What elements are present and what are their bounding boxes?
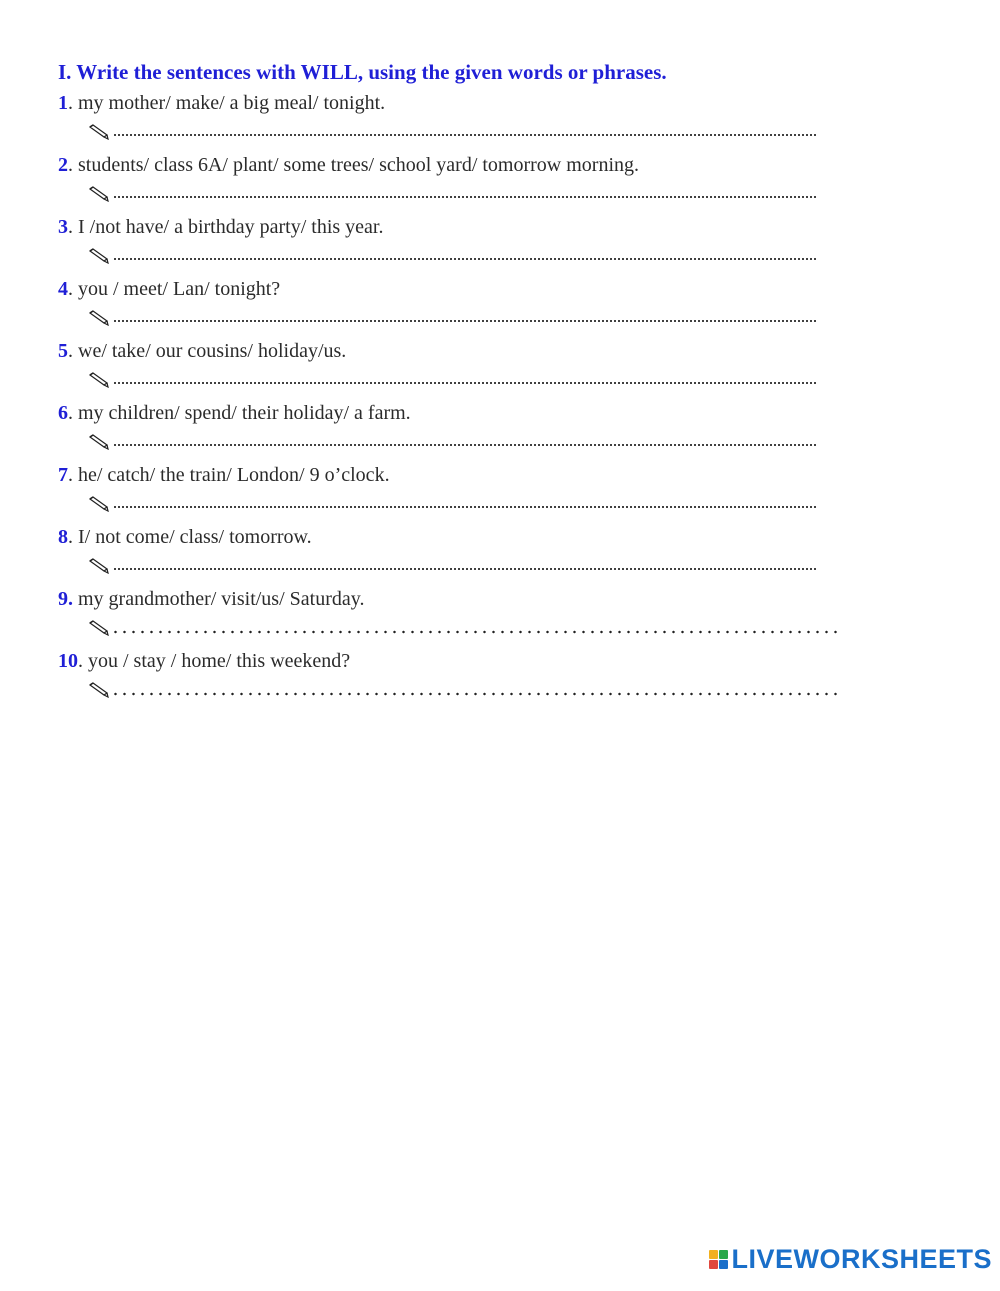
exercise-prompt xyxy=(58,646,858,676)
answer-dotted-line xyxy=(111,630,837,634)
answer-dotted-line xyxy=(111,692,837,696)
item-number: 10 xyxy=(58,650,78,672)
exercise-prompt xyxy=(58,336,858,366)
item-separator: . xyxy=(68,154,78,176)
item-text: I /not have/ a birthday party/ this year. xyxy=(78,216,384,238)
item-number: 9. xyxy=(58,588,73,610)
answer-line[interactable] xyxy=(89,304,858,336)
writing-hand-icon xyxy=(89,496,109,512)
exercise-prompt xyxy=(58,460,858,490)
answer-dotted-line xyxy=(113,443,817,447)
logo-block xyxy=(709,1260,718,1269)
brand-name: LIVEWORKSHEETS xyxy=(731,1244,992,1274)
item-number: 5 xyxy=(58,340,68,362)
writing-hand-icon xyxy=(89,558,109,574)
item-separator: . xyxy=(68,216,78,238)
logo-block xyxy=(709,1250,718,1259)
item-number: 8 xyxy=(58,526,68,548)
item-separator: . xyxy=(68,464,78,486)
answer-dotted-line xyxy=(113,381,817,385)
item-text: I/ not come/ class/ tomorrow. xyxy=(78,526,312,548)
item-text: he/ catch/ the train/ London/ 9 o’clock. xyxy=(78,464,390,486)
exercise-item xyxy=(58,274,858,336)
answer-dotted-line xyxy=(113,567,817,571)
logo-blocks-icon xyxy=(709,1250,728,1269)
item-number: 6 xyxy=(58,402,68,424)
exercise-prompt xyxy=(58,212,858,242)
exercise-item xyxy=(58,522,858,584)
item-number: 2 xyxy=(58,154,68,176)
answer-line[interactable] xyxy=(89,552,858,584)
exercise-item xyxy=(58,398,858,460)
answer-line[interactable] xyxy=(89,614,858,646)
writing-hand-icon xyxy=(89,310,109,326)
worksheet xyxy=(58,56,858,708)
item-text: students/ class 6A/ plant/ some trees/ school yard/ tomorrow morning. xyxy=(78,154,640,176)
item-separator: . xyxy=(68,278,78,300)
item-text: you / meet/ Lan/ tonight? xyxy=(78,278,281,300)
writing-hand-icon xyxy=(89,124,109,140)
answer-line[interactable] xyxy=(89,180,858,212)
item-separator: . xyxy=(68,92,78,114)
exercise-item xyxy=(58,212,858,274)
item-separator: . xyxy=(78,650,88,672)
item-separator: . xyxy=(68,526,78,548)
exercise-item xyxy=(58,150,858,212)
exercise-prompt xyxy=(58,584,858,614)
writing-hand-icon xyxy=(89,682,109,698)
answer-line[interactable] xyxy=(89,118,858,150)
answer-line[interactable] xyxy=(89,490,858,522)
answer-line[interactable] xyxy=(89,428,858,460)
exercise-item xyxy=(58,584,858,646)
logo-block xyxy=(719,1250,728,1259)
liveworksheets-logo xyxy=(709,1246,992,1273)
answer-dotted-line xyxy=(113,195,817,199)
item-number: 4 xyxy=(58,278,68,300)
item-text: my children/ spend/ their holiday/ a farm. xyxy=(78,402,411,424)
item-separator: . xyxy=(68,402,78,424)
logo-block xyxy=(719,1260,728,1269)
answer-dotted-line xyxy=(113,257,817,261)
exercise-prompt xyxy=(58,522,858,552)
exercise-prompt xyxy=(58,274,858,304)
exercise-prompt xyxy=(58,88,858,118)
exercise-item xyxy=(58,460,858,522)
answer-line[interactable] xyxy=(89,366,858,398)
item-number: 3 xyxy=(58,216,68,238)
item-number: 1 xyxy=(58,92,68,114)
item-text: we/ take/ our cousins/ holiday/us. xyxy=(78,340,347,362)
writing-hand-icon xyxy=(89,372,109,388)
writing-hand-icon xyxy=(89,248,109,264)
writing-hand-icon xyxy=(89,620,109,636)
item-text: you / stay / home/ this weekend? xyxy=(88,650,351,672)
exercise-item xyxy=(58,336,858,398)
writing-hand-icon xyxy=(89,434,109,450)
writing-hand-icon xyxy=(89,186,109,202)
answer-dotted-line xyxy=(113,319,817,323)
answer-dotted-line xyxy=(113,505,817,509)
worksheet-title: I. Write the sentences with WILL, using the given words or phrases. xyxy=(58,60,667,84)
answer-line[interactable] xyxy=(89,242,858,274)
answer-line[interactable] xyxy=(89,676,858,708)
item-text: my mother/ make/ a big meal/ tonight. xyxy=(78,92,386,114)
exercise-item xyxy=(58,88,858,150)
exercise-prompt xyxy=(58,398,858,428)
answer-dotted-line xyxy=(113,133,817,137)
item-text: my grandmother/ visit/us/ Saturday. xyxy=(78,588,365,610)
item-separator: . xyxy=(68,340,78,362)
exercise-prompt xyxy=(58,150,858,180)
exercise-item xyxy=(58,646,858,708)
item-number: 7 xyxy=(58,464,68,486)
